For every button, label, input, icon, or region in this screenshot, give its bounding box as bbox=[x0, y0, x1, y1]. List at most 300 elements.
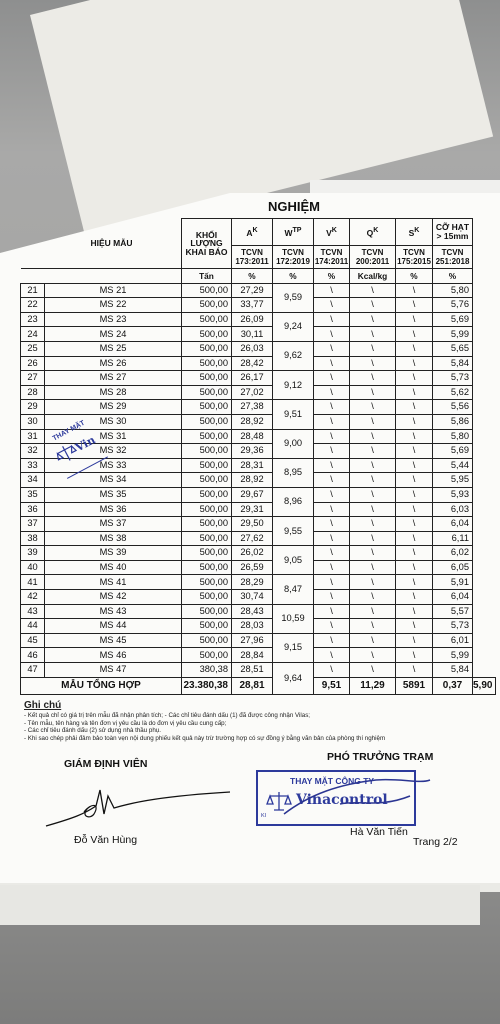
moisture-value: 9,55 bbox=[273, 517, 314, 546]
ash-value: 27,29 bbox=[232, 283, 273, 298]
unit-empty bbox=[21, 269, 182, 284]
declared-weight: 500,00 bbox=[182, 444, 232, 459]
moisture-value: 8,47 bbox=[273, 575, 314, 604]
calorific-value: \ bbox=[350, 385, 396, 400]
size-value: 6,04 bbox=[433, 517, 473, 532]
declared-weight: 500,00 bbox=[182, 560, 232, 575]
sample-name: MS 29 bbox=[45, 400, 182, 415]
declared-weight: 500,00 bbox=[182, 385, 232, 400]
row-number: 37 bbox=[21, 517, 45, 532]
sulfur-value: \ bbox=[396, 312, 433, 327]
total-size: 5,90 bbox=[473, 677, 496, 694]
declared-weight: 500,00 bbox=[182, 517, 232, 532]
volatile-value: \ bbox=[314, 531, 350, 546]
sulfur-value: \ bbox=[396, 487, 433, 502]
size-value: 5,91 bbox=[433, 575, 473, 590]
unit-q: Kcal/kg bbox=[350, 269, 396, 284]
row-number: 25 bbox=[21, 341, 45, 356]
calorific-value: \ bbox=[350, 546, 396, 561]
volatile-value: \ bbox=[314, 619, 350, 634]
declared-weight: 500,00 bbox=[182, 400, 232, 415]
declared-weight: 500,00 bbox=[182, 531, 232, 546]
declared-weight: 500,00 bbox=[182, 283, 232, 298]
table-row bbox=[21, 590, 496, 605]
declared-weight: 500,00 bbox=[182, 502, 232, 517]
col-size-header: CỠ HẠT > 15mm bbox=[433, 219, 473, 246]
sulfur-value: \ bbox=[396, 575, 433, 590]
note-line: - Khi sao chép phải đảm bảo toàn vẹn nội dung phiếu kết quả này trừ trường hợp có sự đồng ý bằng văn bản của phòng thí nghiệm bbox=[24, 734, 386, 742]
sulfur-value: \ bbox=[396, 546, 433, 561]
sample-name: MS 40 bbox=[45, 560, 182, 575]
row-number: 39 bbox=[21, 546, 45, 561]
sample-name: MS 44 bbox=[45, 619, 182, 634]
moisture-value: 10,59 bbox=[273, 604, 314, 633]
size-value: 5,73 bbox=[433, 371, 473, 386]
col-s-header: $S^K$ bbox=[396, 219, 433, 246]
ash-value: 28,84 bbox=[232, 648, 273, 663]
ash-value: 26,17 bbox=[232, 371, 273, 386]
stamp-code: KI bbox=[261, 813, 267, 819]
moisture-value: 9,64 bbox=[273, 663, 314, 695]
calorific-value: \ bbox=[350, 604, 396, 619]
table-row bbox=[21, 502, 496, 517]
total-weight: 23.380,38 bbox=[182, 677, 232, 694]
declared-weight: 500,00 bbox=[182, 633, 232, 648]
row-number: 46 bbox=[21, 648, 45, 663]
size-value: 5,76 bbox=[433, 298, 473, 313]
calorific-value: \ bbox=[350, 312, 396, 327]
calorific-value: \ bbox=[350, 458, 396, 473]
ash-value: 27,62 bbox=[232, 531, 273, 546]
size-value: 5,80 bbox=[433, 429, 473, 444]
table-row bbox=[21, 341, 496, 356]
size-value: 5,56 bbox=[433, 400, 473, 415]
sample-name: MS 35 bbox=[45, 487, 182, 502]
sulfur-value: \ bbox=[396, 371, 433, 386]
ash-value: 27,38 bbox=[232, 400, 273, 415]
calorific-value: \ bbox=[350, 400, 396, 415]
ash-value: 26,59 bbox=[232, 560, 273, 575]
sulfur-value: \ bbox=[396, 283, 433, 298]
col-a-header: $A^K$ bbox=[232, 219, 273, 246]
sample-name: MS 39 bbox=[45, 546, 182, 561]
volatile-value: \ bbox=[314, 341, 350, 356]
size-value: 6,02 bbox=[433, 546, 473, 561]
table-row bbox=[21, 531, 496, 546]
table-row bbox=[21, 648, 496, 663]
note-line: - Tên mẫu, tên hàng và tên đơn vị yêu cầu là do đơn vị yêu cầu cung cấp; bbox=[24, 719, 227, 727]
sample-name: MS 36 bbox=[45, 502, 182, 517]
col-sample-header: HIỆU MẪU bbox=[21, 219, 182, 269]
declared-weight: 380,38 bbox=[182, 663, 232, 678]
row-number: 22 bbox=[21, 298, 45, 313]
size-value: 6,04 bbox=[433, 590, 473, 605]
sulfur-value: \ bbox=[396, 414, 433, 429]
row-number: 44 bbox=[21, 619, 45, 634]
size-value: 5,69 bbox=[433, 444, 473, 459]
paper-edge bbox=[0, 885, 480, 925]
sample-name: MS 46 bbox=[45, 648, 182, 663]
row-number: 24 bbox=[21, 327, 45, 342]
moisture-value: 9,12 bbox=[273, 371, 314, 400]
ash-value: 29,31 bbox=[232, 502, 273, 517]
moisture-value: 9,15 bbox=[273, 633, 314, 662]
page-title: NGHIỆM bbox=[268, 199, 320, 214]
declared-weight: 500,00 bbox=[182, 458, 232, 473]
calorific-value: \ bbox=[350, 487, 396, 502]
total-volatile: 11,29 bbox=[350, 677, 396, 694]
unit-s: % bbox=[396, 269, 433, 284]
declared-weight: 500,00 bbox=[182, 327, 232, 342]
sample-name: MS 34 bbox=[45, 473, 182, 488]
table-row bbox=[21, 517, 496, 532]
row-number: 40 bbox=[21, 560, 45, 575]
ash-value: 30,74 bbox=[232, 590, 273, 605]
declared-weight: 500,00 bbox=[182, 648, 232, 663]
table-row bbox=[21, 633, 496, 648]
moisture-value: 9,05 bbox=[273, 546, 314, 575]
notes-title: Ghi chú bbox=[24, 700, 62, 711]
volatile-value: \ bbox=[314, 560, 350, 575]
total-ash: 28,81 bbox=[232, 677, 273, 694]
sample-name: MS 38 bbox=[45, 531, 182, 546]
sample-name: MS 21 bbox=[45, 283, 182, 298]
row-number: 47 bbox=[21, 663, 45, 678]
table-row bbox=[21, 487, 496, 502]
ash-value: 27,96 bbox=[232, 633, 273, 648]
ash-value: 30,11 bbox=[232, 327, 273, 342]
row-number: 30 bbox=[21, 414, 45, 429]
row-number: 42 bbox=[21, 590, 45, 605]
volatile-value: \ bbox=[314, 648, 350, 663]
sulfur-value: \ bbox=[396, 429, 433, 444]
ash-value: 27,02 bbox=[232, 385, 273, 400]
sample-name: MS 37 bbox=[45, 517, 182, 532]
volatile-value: \ bbox=[314, 590, 350, 605]
sulfur-value: \ bbox=[396, 560, 433, 575]
row-number: 26 bbox=[21, 356, 45, 371]
declared-weight: 500,00 bbox=[182, 414, 232, 429]
col-wtp-header: $W^{TP}$ bbox=[273, 219, 314, 246]
col-size-std: TCVN 251:2018 bbox=[433, 246, 473, 269]
size-value: 6,11 bbox=[433, 531, 473, 546]
size-value: 5,73 bbox=[433, 619, 473, 634]
table-row bbox=[21, 619, 496, 634]
size-value: 5,93 bbox=[433, 487, 473, 502]
row-number: 38 bbox=[21, 531, 45, 546]
size-value: 5,62 bbox=[433, 385, 473, 400]
ash-value: 28,42 bbox=[232, 356, 273, 371]
volatile-value: \ bbox=[314, 444, 350, 459]
volatile-value: \ bbox=[314, 371, 350, 386]
moisture-value: 9,51 bbox=[273, 400, 314, 429]
size-value: 5,57 bbox=[433, 604, 473, 619]
size-value: 6,03 bbox=[433, 502, 473, 517]
declared-weight: 500,00 bbox=[182, 546, 232, 561]
calorific-value: \ bbox=[350, 429, 396, 444]
moisture-value: 9,62 bbox=[273, 341, 314, 370]
volatile-value: \ bbox=[314, 385, 350, 400]
declared-weight: 500,00 bbox=[182, 371, 232, 386]
table-row bbox=[21, 356, 496, 371]
table-row bbox=[21, 283, 496, 298]
deputy-signature bbox=[280, 774, 440, 824]
header-row-1 bbox=[21, 219, 496, 246]
size-value: 5,44 bbox=[433, 458, 473, 473]
volatile-value: \ bbox=[314, 298, 350, 313]
sample-name: MS 32 bbox=[45, 444, 182, 459]
size-value: 5,84 bbox=[433, 356, 473, 371]
table-row bbox=[21, 298, 496, 313]
ash-value: 26,03 bbox=[232, 341, 273, 356]
sulfur-value: \ bbox=[396, 517, 433, 532]
ash-value: 29,36 bbox=[232, 444, 273, 459]
inspector-name: Đỗ Văn Hùng bbox=[74, 834, 138, 846]
declared-weight: 500,00 bbox=[182, 619, 232, 634]
ash-value: 28,03 bbox=[232, 619, 273, 634]
size-value: 5,99 bbox=[433, 648, 473, 663]
row-number: 32 bbox=[21, 444, 45, 459]
ash-value: 29,50 bbox=[232, 517, 273, 532]
calorific-value: \ bbox=[350, 531, 396, 546]
size-value: 5,65 bbox=[433, 341, 473, 356]
unit-weight: Tấn bbox=[182, 269, 232, 284]
calorific-value: \ bbox=[350, 283, 396, 298]
declared-weight: 500,00 bbox=[182, 487, 232, 502]
moisture-value: 8,95 bbox=[273, 458, 314, 487]
sample-name: MS 22 bbox=[45, 298, 182, 313]
sample-name: MS 43 bbox=[45, 604, 182, 619]
calorific-value: \ bbox=[350, 502, 396, 517]
table-row bbox=[21, 604, 496, 619]
size-value: 5,69 bbox=[433, 312, 473, 327]
unit-size: % bbox=[433, 269, 473, 284]
sulfur-value: \ bbox=[396, 502, 433, 517]
volatile-value: \ bbox=[314, 546, 350, 561]
calorific-value: \ bbox=[350, 663, 396, 678]
ash-value: 33,77 bbox=[232, 298, 273, 313]
size-value: 5,80 bbox=[433, 283, 473, 298]
volatile-value: \ bbox=[314, 575, 350, 590]
sulfur-value: \ bbox=[396, 590, 433, 605]
calorific-value: \ bbox=[350, 371, 396, 386]
volatile-value: \ bbox=[314, 473, 350, 488]
calorific-value: \ bbox=[350, 356, 396, 371]
table-row bbox=[21, 327, 496, 342]
ash-value: 28,51 bbox=[232, 663, 273, 678]
row-number: 28 bbox=[21, 385, 45, 400]
table-row bbox=[21, 312, 496, 327]
ash-value: 26,02 bbox=[232, 546, 273, 561]
ash-value: 28,92 bbox=[232, 414, 273, 429]
sample-name: MS 47 bbox=[45, 663, 182, 678]
declared-weight: 500,00 bbox=[182, 356, 232, 371]
col-v-std: TCVN 174:2011 bbox=[314, 246, 350, 269]
total-row bbox=[21, 677, 496, 694]
volatile-value: \ bbox=[314, 458, 350, 473]
size-value: 5,86 bbox=[433, 414, 473, 429]
col-v-header: $V^K$ bbox=[314, 219, 350, 246]
sulfur-value: \ bbox=[396, 356, 433, 371]
calorific-value: \ bbox=[350, 648, 396, 663]
sulfur-value: \ bbox=[396, 663, 433, 678]
calorific-value: \ bbox=[350, 473, 396, 488]
volatile-value: \ bbox=[314, 502, 350, 517]
sulfur-value: \ bbox=[396, 633, 433, 648]
table-row bbox=[21, 546, 496, 561]
sample-name: MS 23 bbox=[45, 312, 182, 327]
col-a-std: TCVN 173:2011 bbox=[232, 246, 273, 269]
total-label: MẪU TỔNG HỢP bbox=[21, 677, 182, 694]
sample-name: MS 33 bbox=[45, 458, 182, 473]
sulfur-value: \ bbox=[396, 458, 433, 473]
unit-v: % bbox=[314, 269, 350, 284]
row-number: 34 bbox=[21, 473, 45, 488]
ash-value: 28,31 bbox=[232, 458, 273, 473]
row-number: 43 bbox=[21, 604, 45, 619]
volatile-value: \ bbox=[314, 429, 350, 444]
stamp-brand: Vinacontrol bbox=[296, 792, 388, 808]
ash-value: 28,92 bbox=[232, 473, 273, 488]
size-value: 6,01 bbox=[433, 633, 473, 648]
size-value: 6,05 bbox=[433, 560, 473, 575]
volatile-value: \ bbox=[314, 312, 350, 327]
col-q-header: $Q^K$ bbox=[350, 219, 396, 246]
size-value: 5,95 bbox=[433, 473, 473, 488]
row-number: 27 bbox=[21, 371, 45, 386]
sample-name: MS 41 bbox=[45, 575, 182, 590]
calorific-value: \ bbox=[350, 444, 396, 459]
calorific-value: \ bbox=[350, 590, 396, 605]
row-number: 45 bbox=[21, 633, 45, 648]
sulfur-value: \ bbox=[396, 298, 433, 313]
declared-weight: 500,00 bbox=[182, 298, 232, 313]
sample-name: MS 30 bbox=[45, 414, 182, 429]
sulfur-value: \ bbox=[396, 341, 433, 356]
row-number: 31 bbox=[21, 429, 45, 444]
left-stamp-text: THAY MẶT bbox=[51, 419, 87, 443]
volatile-value: \ bbox=[314, 414, 350, 429]
ash-value: 26,09 bbox=[232, 312, 273, 327]
volatile-value: \ bbox=[314, 604, 350, 619]
sulfur-value: \ bbox=[396, 604, 433, 619]
sample-name: MS 24 bbox=[45, 327, 182, 342]
ash-value: 28,29 bbox=[232, 575, 273, 590]
size-value: 5,84 bbox=[433, 663, 473, 678]
sample-name: MS 25 bbox=[45, 341, 182, 356]
table-row bbox=[21, 663, 496, 678]
volatile-value: \ bbox=[314, 327, 350, 342]
deputy-name: Hà Văn Tiến bbox=[350, 826, 408, 838]
col-q-std: TCVN 200:2011 bbox=[350, 246, 396, 269]
row-number: 23 bbox=[21, 312, 45, 327]
volatile-value: \ bbox=[314, 663, 350, 678]
volatile-value: \ bbox=[314, 517, 350, 532]
total-sulfur: 0,37 bbox=[433, 677, 473, 694]
table-row bbox=[21, 560, 496, 575]
unit-a: % bbox=[232, 269, 273, 284]
page-number: Trang 2/2 bbox=[413, 836, 458, 848]
unit-row bbox=[21, 269, 496, 284]
sulfur-value: \ bbox=[396, 400, 433, 415]
row-number: 21 bbox=[21, 283, 45, 298]
ash-value: 28,48 bbox=[232, 429, 273, 444]
sample-name: MS 42 bbox=[45, 590, 182, 605]
left-stamp-brand: Vin bbox=[73, 433, 98, 455]
moisture-value: 9,59 bbox=[273, 283, 314, 312]
sample-name: MS 31 bbox=[45, 429, 182, 444]
calorific-value: \ bbox=[350, 327, 396, 342]
sulfur-value: \ bbox=[396, 473, 433, 488]
calorific-value: \ bbox=[350, 619, 396, 634]
inspector-signature bbox=[44, 784, 234, 832]
calorific-value: \ bbox=[350, 298, 396, 313]
col-wtp-std: TCVN 172:2019 bbox=[273, 246, 314, 269]
row-number: 29 bbox=[21, 400, 45, 415]
declared-weight: 500,00 bbox=[182, 341, 232, 356]
row-number: 35 bbox=[21, 487, 45, 502]
sulfur-value: \ bbox=[396, 385, 433, 400]
declared-weight: 500,00 bbox=[182, 590, 232, 605]
table-row bbox=[21, 385, 496, 400]
declared-weight: 500,00 bbox=[182, 473, 232, 488]
sulfur-value: \ bbox=[396, 648, 433, 663]
ash-value: 29,67 bbox=[232, 487, 273, 502]
unit-wtp: % bbox=[273, 269, 314, 284]
volatile-value: \ bbox=[314, 633, 350, 648]
calorific-value: \ bbox=[350, 633, 396, 648]
calorific-value: \ bbox=[350, 517, 396, 532]
col-s-std: TCVN 175:2015 bbox=[396, 246, 433, 269]
inspector-title: GIÁM ĐỊNH VIÊN bbox=[64, 758, 148, 770]
note-line: - Kết quả chỉ có giá trị trên mẫu đã nhận phân tích; - Các chỉ tiêu đánh dấu (1) đã được công nhận Vilas; bbox=[24, 712, 311, 719]
total-calorific: 5891 bbox=[396, 677, 433, 694]
declared-weight: 500,00 bbox=[182, 312, 232, 327]
sulfur-value: \ bbox=[396, 619, 433, 634]
table-row bbox=[21, 400, 496, 415]
volatile-value: \ bbox=[314, 400, 350, 415]
calorific-value: \ bbox=[350, 341, 396, 356]
volatile-value: \ bbox=[314, 356, 350, 371]
declared-weight: 500,00 bbox=[182, 429, 232, 444]
sulfur-value: \ bbox=[396, 531, 433, 546]
moisture-value: 8,96 bbox=[273, 487, 314, 516]
sulfur-value: \ bbox=[396, 327, 433, 342]
volatile-value: \ bbox=[314, 487, 350, 502]
calorific-value: \ bbox=[350, 560, 396, 575]
moisture-value: 9,00 bbox=[273, 429, 314, 458]
volatile-value: \ bbox=[314, 283, 350, 298]
table-row bbox=[21, 575, 496, 590]
sulfur-value: \ bbox=[396, 444, 433, 459]
moisture-value: 9,24 bbox=[273, 312, 314, 341]
total-moisture: 9,51 bbox=[314, 677, 350, 694]
note-line: - Các chỉ tiêu đánh dấu (2) sử dụng nhà thầu phụ. bbox=[24, 727, 161, 735]
deputy-title: PHÓ TRƯỞNG TRẠM bbox=[327, 751, 434, 763]
calorific-value: \ bbox=[350, 575, 396, 590]
row-number: 33 bbox=[21, 458, 45, 473]
size-value: 5,99 bbox=[433, 327, 473, 342]
sample-name: MS 26 bbox=[45, 356, 182, 371]
stamp-top-text: THAY MẶT CÔNG TY bbox=[290, 776, 375, 786]
row-number: 36 bbox=[21, 502, 45, 517]
declared-weight: 500,00 bbox=[182, 604, 232, 619]
notes bbox=[24, 700, 484, 742]
sample-name: MS 27 bbox=[45, 371, 182, 386]
sample-name: MS 28 bbox=[45, 385, 182, 400]
row-number: 41 bbox=[21, 575, 45, 590]
calorific-value: \ bbox=[350, 414, 396, 429]
